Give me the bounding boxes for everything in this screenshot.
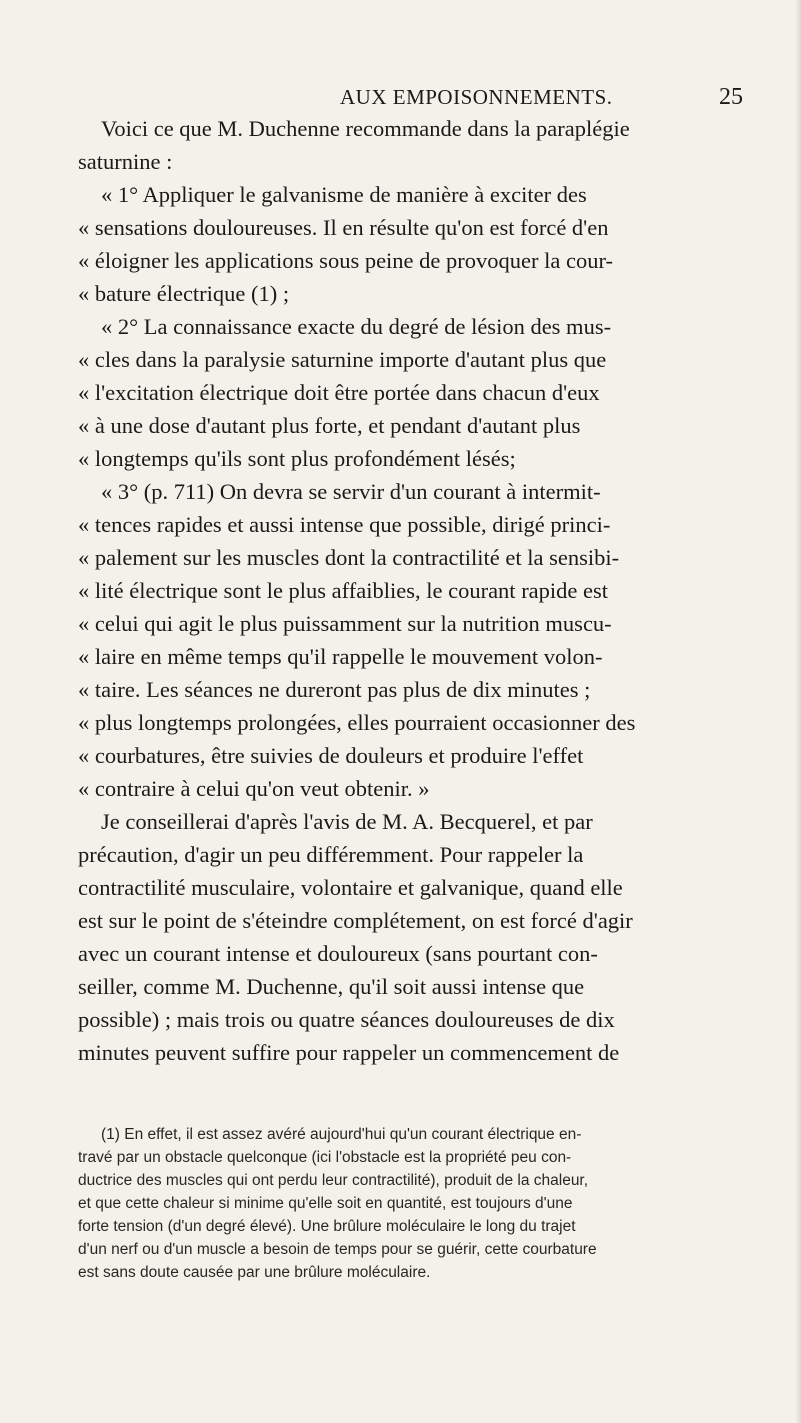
text-line: « palement sur les muscles dont la contractilité et la sensibi-	[78, 545, 620, 570]
text-line: précaution, d'agir un peu différemment. Pour rappeler la	[78, 842, 584, 867]
text-line: « sensations douloureuses. Il en résulte qu'on est forcé d'en	[78, 215, 609, 240]
footnote-line: travé par un obstacle quelconque (ici l'obstacle est la propriété peu con-	[78, 1149, 572, 1166]
text-line: contractilité musculaire, volontaire et galvanique, quand elle	[78, 875, 623, 900]
text-line: avec un courant intense et douloureux (sans pourtant con-	[78, 941, 598, 966]
text-line: « courbatures, être suivies de douleurs et produire l'effet	[78, 743, 584, 768]
text-line: « laire en même temps qu'il rappelle le mouvement volon-	[78, 644, 603, 669]
text-line: « lité électrique sont le plus affaiblies, le courant rapide est	[78, 578, 609, 603]
footnote-line: et que cette chaleur si minime qu'elle soit en quantité, est toujours d'une	[78, 1195, 573, 1212]
text-line: « à une dose d'autant plus forte, et pendant d'autant plus	[78, 413, 581, 438]
text-line: « 1° Appliquer le galvanisme de manière à exciter des	[101, 182, 587, 207]
page-edge-shadow	[795, 0, 801, 1423]
text-line: « cles dans la paralysie saturnine importe d'autant plus que	[78, 347, 607, 372]
text-line: « éloigner les applications sous peine de provoquer la cour-	[78, 248, 614, 273]
footnote-line: (1) En effet, il est assez avéré aujourd'hui qu'un courant électrique en-	[101, 1126, 582, 1143]
footnote-line: forte tension (d'un degré élevé). Une brûlure moléculaire le long du trajet	[78, 1218, 576, 1235]
text-line: minutes peuvent suffire pour rappeler un commencement de	[78, 1040, 620, 1065]
text-line: possible) ; mais trois ou quatre séances douloureuses de dix	[78, 1007, 615, 1032]
text-line: « contraire à celui qu'on veut obtenir. »	[78, 776, 430, 801]
text-line: Je conseillerai d'après l'avis de M. A. Becquerel, et par	[101, 809, 593, 834]
text-line: « bature électrique (1) ;	[78, 281, 290, 306]
text-line: « plus longtemps prolongées, elles pourraient occasionner des	[78, 710, 636, 735]
text-line: « 3° (p. 711) On devra se servir d'un courant à intermit-	[101, 479, 601, 504]
footnote-line: est sans doute causée par une brûlure moléculaire.	[78, 1264, 431, 1281]
text-line: « celui qui agit le plus puissamment sur la nutrition muscu-	[78, 611, 612, 636]
text-line: seiller, comme M. Duchenne, qu'il soit aussi intense que	[78, 974, 585, 999]
text-line: « taire. Les séances ne dureront pas plus de dix minutes ;	[78, 677, 591, 702]
text-line: « 2° La connaissance exacte du degré de lésion des mus-	[101, 314, 612, 339]
footnote-line: ductrice des muscles qui ont perdu leur contractilité), produit de la chaleur,	[78, 1172, 589, 1189]
text-line: saturnine :	[78, 149, 173, 174]
text-line: « l'excitation électrique doit être portée dans chacun d'eux	[78, 380, 600, 405]
running-title: AUX EMPOISONNEMENTS.	[340, 85, 613, 109]
text-line: « longtemps qu'ils sont plus profondément lésés;	[78, 446, 516, 471]
running-head	[0, 82, 801, 112]
text-line: « tences rapides et aussi intense que possible, dirigé princi-	[78, 512, 611, 537]
footnote-line: d'un nerf ou d'un muscle a besoin de temps pour se guérir, cette courbature	[78, 1241, 597, 1258]
text-line: Voici ce que M. Duchenne recommande dans la paraplégie	[101, 116, 630, 141]
page-number: 25	[719, 84, 743, 110]
text-line: est sur le point de s'éteindre complétement, on est forcé d'agir	[78, 908, 633, 933]
